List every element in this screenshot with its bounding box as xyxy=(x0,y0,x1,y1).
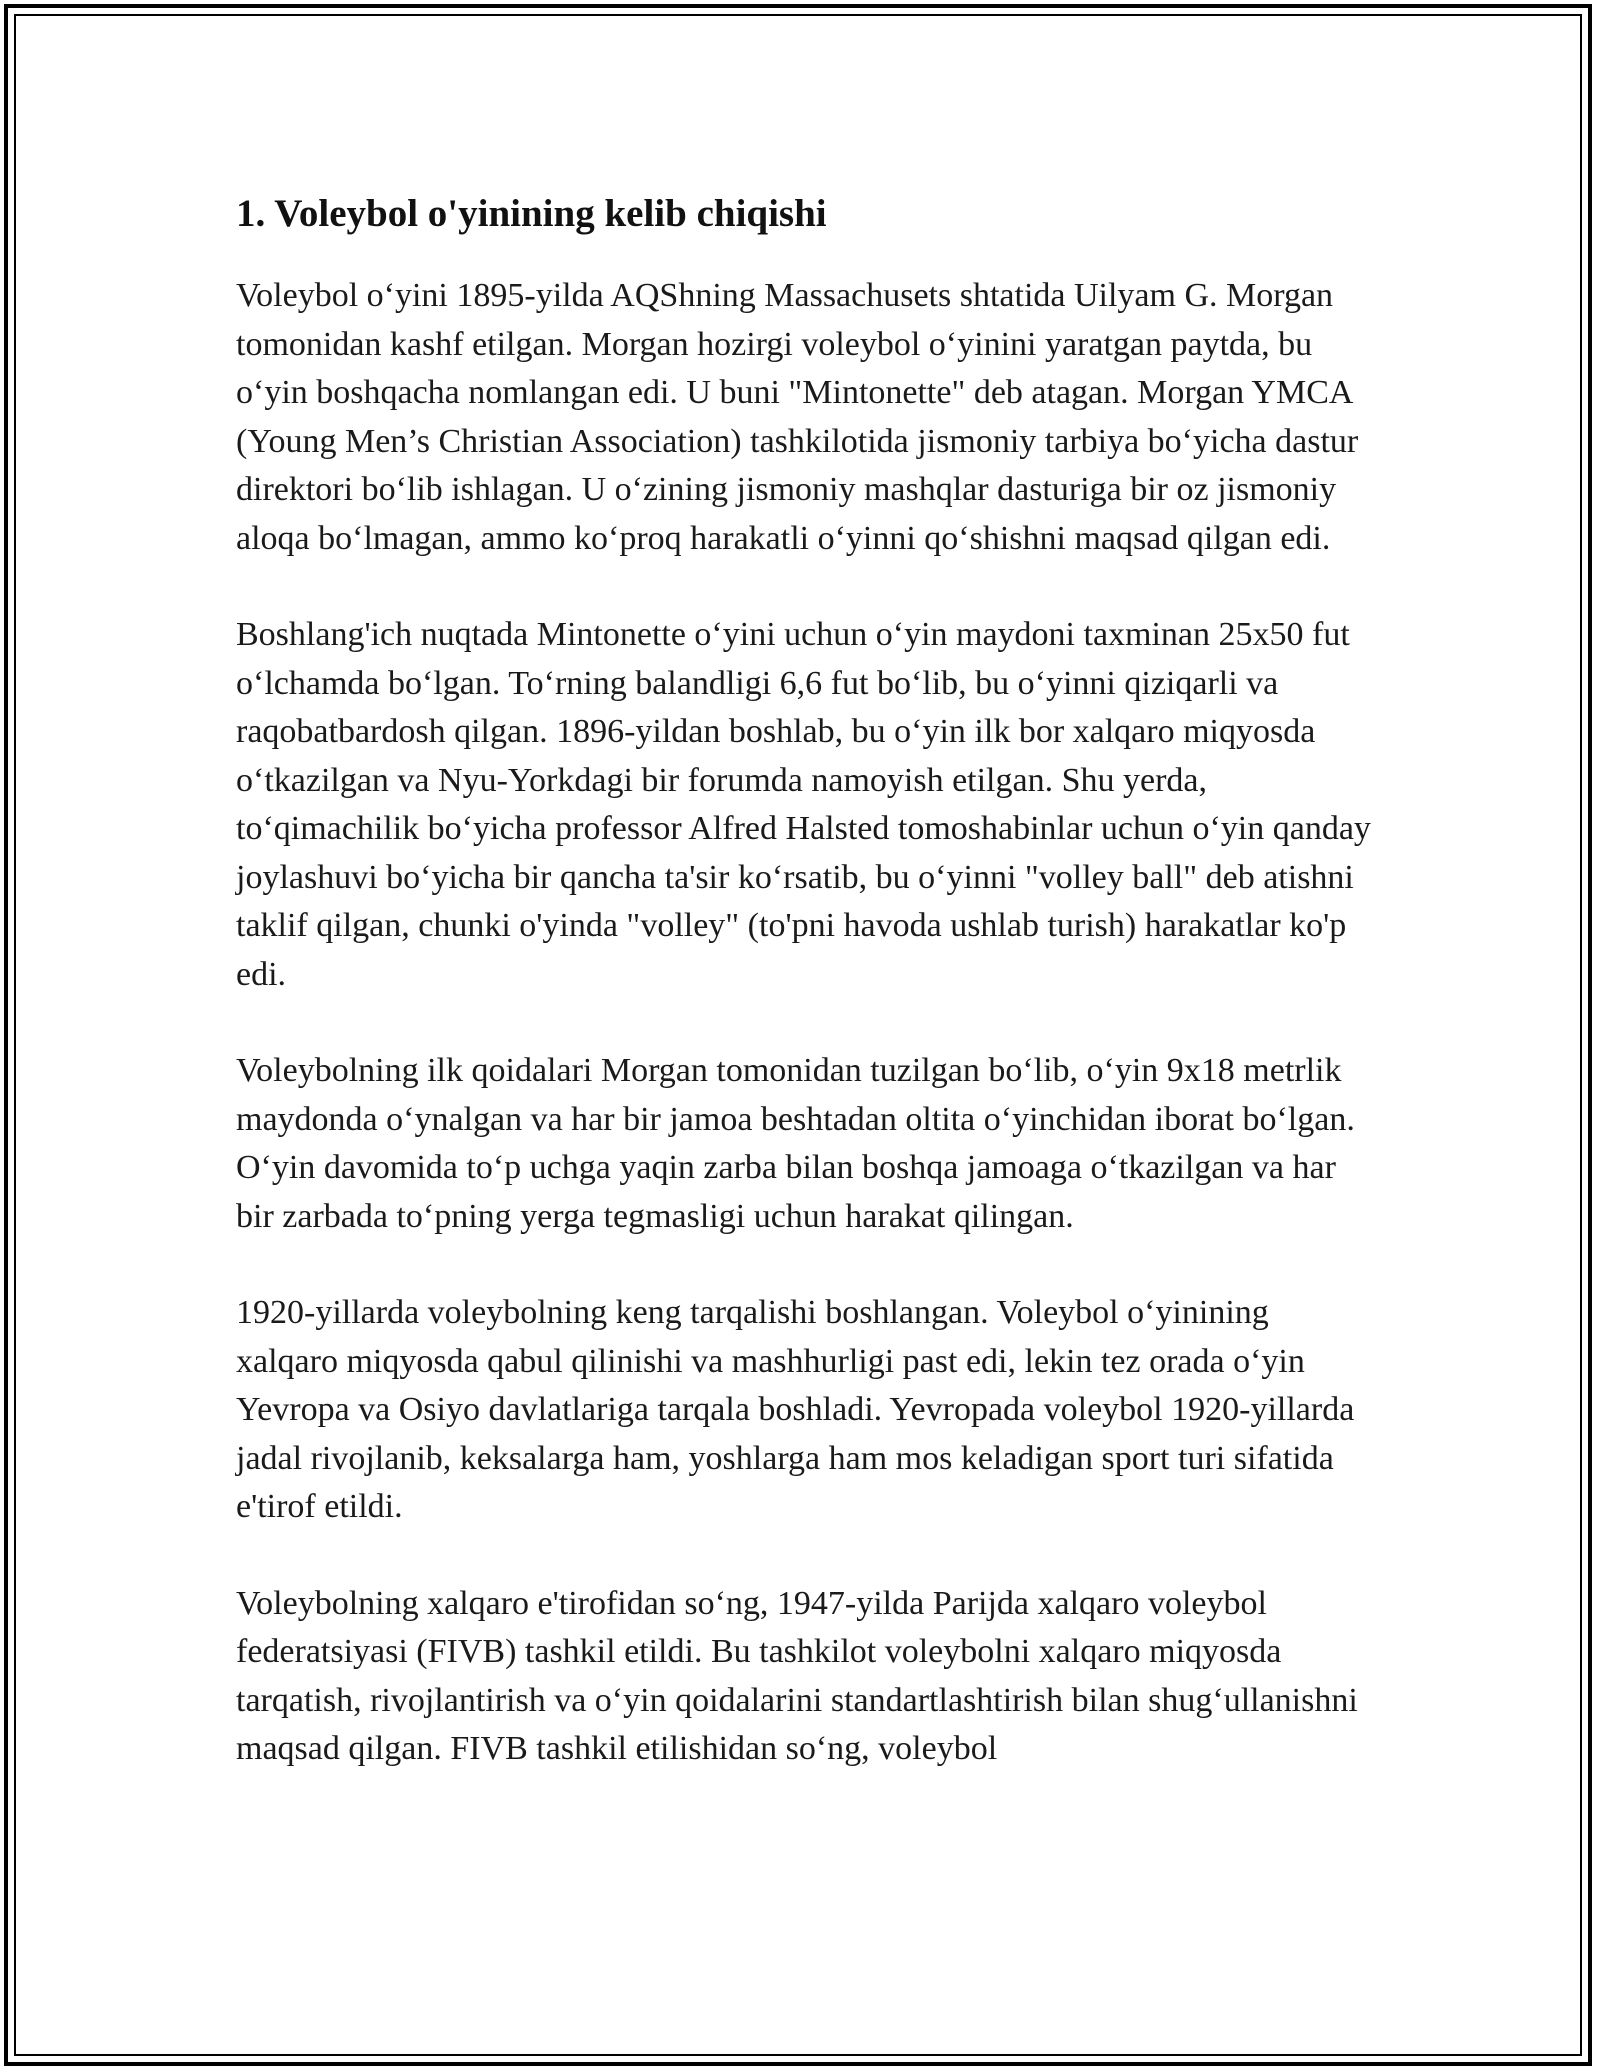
paragraph-mintonette-court: Boshlang'ich nuqtada Mintonette o‘yini uchun o‘yin maydoni taxminan 25x50 fut o‘lchamda bo‘lgan. To‘rning balandligi 6,6 fut bo‘lib, bu o‘yinni qiziqarli va raqobatbardosh qilgan. 1896-yildan boshlab, bu o‘yin ilk bor xalqaro miqyosda o‘tkazilgan va Nyu-Yorkdagi bir forumda namoyish etilgan. Shu yerda, to‘qimachilik bo‘yicha professor Alfred Halsted tomoshabinlar uchun o‘yin qanday joylashuvi bo‘yicha bir qancha ta'sir ko‘rsatib, bu o‘yinni "volley ball" deb atishni taklif qilgan, chunki o'yinda "volley" (to'pni havoda ushlab turish) harakatlar ko'p edi. xyxy=(236,616,1371,993)
paragraph-first-rules: Voleybolning ilk qoidalari Morgan tomonidan tuzilgan bo‘lib, o‘yin 9x18 metrlik maydonda o‘ynalgan va har bir jamoa beshtadan oltita o‘yinchidan iborat bo‘lgan. O‘yin davomida to‘p uchga yaqin zarba bilan boshqa jamoaga o‘tkazilgan va har bir zarbada to‘pning yerga tegmasligi uchun harakat qilingan. xyxy=(236,1052,1355,1235)
document-body xyxy=(236,188,1376,1822)
paragraph-1920s-spread: 1920-yillarda voleybolning keng tarqalishi boshlangan. Voleybol o‘yinining xalqaro miqyosda qabul qilinishi va mashhurligi past edi, lekin tez orada o‘yin Yevropa va Osiyo davlatlariga tarqala boshladi. Yevropada voleybol 1920-yillarda jadal rivojlanib, keksalarga ham, yoshlarga ham mos keladigan sport turi sifatida e'tirof etildi. xyxy=(236,1294,1355,1525)
paragraph-origin: Voleybol o‘yini 1895-yilda AQShning Massachusets shtatida Uilyam G. Morgan tomonidan kashf etilgan. Morgan hozirgi voleybol o‘yinini yaratgan paytda, bu o‘yin boshqacha nomlangan edi. U buni "Mintonette" deb atagan. Morgan YMCA (Young Men’s Christian Association) tashkilotida jismoniy tarbiya bo‘yicha dastur direktori bo‘lib ishlagan. U o‘zining jismoniy mashqlar dasturiga bir oz jismoniy aloqa bo‘lmagan, ammo ko‘proq harakatli o‘yinni qo‘shishni maqsad qilgan edi. xyxy=(236,277,1359,557)
section-title: 1. Voleybol o'yinining kelib chiqishi xyxy=(236,192,827,235)
paragraph-fivb: Voleybolning xalqaro e'tirofidan so‘ng, 1947-yilda Parijda xalqaro voleybol federatsiyasi (FIVB) tashkil etildi. Bu tashkilot voleybolni xalqaro miqyosda tarqatish, rivojlantirish va o‘yin qoidalarini standartlashtirish bilan shug‘ullanishni maqsad qilgan. FIVB tashkil etilishidan so‘ng, voleybol xyxy=(236,1584,1358,1767)
